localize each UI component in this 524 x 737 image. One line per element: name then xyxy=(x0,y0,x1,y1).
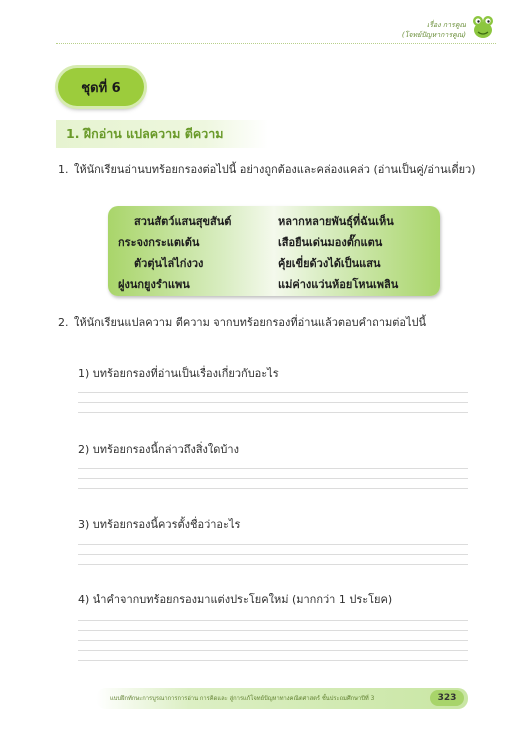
poem-line: แม่ค่างแว่นห้อยโหนเพลิน xyxy=(278,278,399,291)
answer-line[interactable] xyxy=(78,640,468,641)
answer-line[interactable] xyxy=(78,488,468,489)
poem-line: คุ้ยเขี่ยด้วงได้เป็นแสน xyxy=(278,257,381,270)
set-badge: ชุดที่ 6 xyxy=(58,68,144,106)
section-heading: 1. ฝึกอ่าน แปลความ ตีความ xyxy=(56,120,268,148)
answer-line[interactable] xyxy=(78,402,468,403)
answer-line[interactable] xyxy=(78,564,468,565)
poem-line: เสือยืนเด่นมองตั๊กแตน xyxy=(278,236,383,249)
header-topic: เรื่อง การคูณ xyxy=(426,21,466,29)
answer-line[interactable] xyxy=(78,650,468,651)
question-text: ให้นักเรียนอ่านบทร้อยกรองต่อไปนี้ อย่างถูกต้องและคล่องแคล่ว (อ่านเป็นคู่/อ่านเดี่ยว) xyxy=(74,163,476,176)
poem-box xyxy=(108,206,440,296)
answer-line[interactable] xyxy=(78,620,468,621)
header-divider xyxy=(56,43,496,44)
question-number: 2. xyxy=(58,316,69,329)
sub-question-1: 1) บทร้อยกรองที่อ่านเป็นเรื่องเกี่ยวกับอะไร xyxy=(78,367,279,380)
footer-title: แบบฝึกทักษะการบูรณาการการอ่าน การคิดและ สู่การแก้โจทย์ปัญหาทางคณิตศาสตร์ ชั้นประถมศึกษาปีที่ 3 xyxy=(110,696,375,702)
question-2 xyxy=(58,313,478,333)
poem-line: ตัวตุ่นไล่ไก่งวง xyxy=(134,257,204,270)
answer-line[interactable] xyxy=(78,544,468,545)
sub-question-3: 3) บทร้อยกรองนี้ควรตั้งชื่อว่าอะไร xyxy=(78,518,241,531)
page-header xyxy=(402,20,466,40)
page-number: 323 xyxy=(430,690,464,706)
answer-line[interactable] xyxy=(78,660,468,661)
answer-line[interactable] xyxy=(78,468,468,469)
question-number: 1. xyxy=(58,163,69,176)
poem-line: หลากหลายพันธุ์ที่ฉันเห็น xyxy=(278,215,394,228)
question-text: ให้นักเรียนแปลความ ตีความ จากบทร้อยกรองที่อ่านแล้วตอบคำถามต่อไปนี้ xyxy=(74,316,427,329)
question-1 xyxy=(58,160,478,180)
poem-line: กระจงกระแตเต้น xyxy=(118,236,200,249)
answer-line[interactable] xyxy=(78,478,468,479)
frog-mascot-icon xyxy=(470,12,496,40)
header-subtopic: (โจทย์ปัญหาการคูณ) xyxy=(401,31,466,39)
answer-line[interactable] xyxy=(78,554,468,555)
answer-line[interactable] xyxy=(78,392,468,393)
poem-line: สวนสัตว์แสนสุขสันต์ xyxy=(134,215,232,228)
answer-line[interactable] xyxy=(78,412,468,413)
sub-question-2: 2) บทร้อยกรองนี้กล่าวถึงสิ่งใดบ้าง xyxy=(78,443,239,456)
poem-line: ฝูงนกยูงรำแพน xyxy=(118,278,190,291)
sub-question-4: 4) นำคำจากบทร้อยกรองมาแต่งประโยคใหม่ (มากกว่า 1 ประโยค) xyxy=(78,593,393,606)
answer-line[interactable] xyxy=(78,630,468,631)
